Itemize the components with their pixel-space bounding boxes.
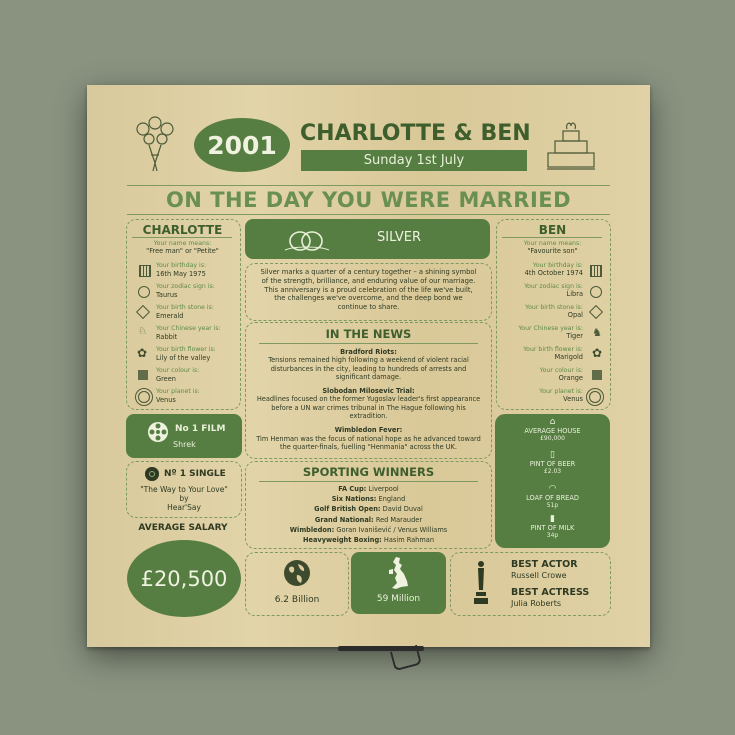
house-icon: ⌂ [549,417,556,427]
ben-details [499,262,603,409]
planet-icon [138,391,150,403]
label: Your zodiac sign is: [524,283,583,290]
label: Your birth flower is: [156,346,216,353]
news-title: IN THE NEWS [325,327,412,341]
detail-row [499,367,603,388]
detail-row [499,283,603,304]
value: Venus [156,396,176,404]
sporting-winners-box [245,461,492,549]
milk-bottle-icon: ▮ [550,514,555,524]
sport-event: Heavyweight Boxing: [302,536,382,545]
detail-row [499,346,603,367]
label: Your birth stone is: [156,304,214,311]
sport-winner: England [378,495,406,504]
detail-row [136,346,236,367]
news-divider [259,343,478,344]
uk-population: 59 Million [376,594,421,604]
value: Orange [558,374,583,382]
value: Tiger [566,332,583,340]
single-by: by [179,494,189,503]
value: 4th October 1974 [524,269,583,277]
prices-panel [495,414,610,548]
film-label: No 1 FILM [175,424,226,434]
awards-box [450,552,611,616]
planet-icon [589,391,601,403]
beer-glass-icon: ▯ [550,450,555,460]
world-population-box [245,552,349,616]
gem-icon [589,305,603,319]
vinyl-record-icon [145,467,159,481]
value: Libra [566,290,583,298]
label: Your birth flower is: [523,346,583,353]
news-body: Headlines focused on the former Yugoslav leader's first appearance before a UN war crimes tribunal in The Hague following his extradition. [256,395,481,421]
best-actor-label: BEST ACTOR [511,559,578,570]
label: Your zodiac sign is: [156,283,215,290]
charlotte-divider [132,237,232,238]
oscar-statuette-icon [473,560,489,606]
uk-map-icon [387,556,409,590]
charlotte-name: CHARLOTTE [142,223,223,237]
sport-winner: Goran Ivanišević / Venus Williams [336,525,448,534]
label: Your name means: [523,240,582,247]
detail-row [136,283,236,304]
silver-description-box [245,263,492,321]
wedding-rings-icon [283,226,331,254]
colour-swatch-icon [592,370,602,380]
sport-title: SPORTING WINNERS [302,465,435,479]
value: "Favourite son" [527,247,578,255]
bouquet-icon [129,115,181,175]
best-actress-label: BEST ACTRESS [511,587,590,598]
value: Marigold [554,353,583,361]
label: Your colour is: [156,367,200,374]
sport-winner: Hasim Rahman [383,536,435,545]
value: Green [156,375,176,383]
value: Taurus [156,291,178,299]
detail-row [136,325,236,346]
detail-row [136,304,236,325]
label: Your birth stone is: [525,304,583,311]
value: Opal [567,311,583,319]
globe-icon [283,559,311,587]
gem-icon [136,305,150,319]
salary-value: £20,500 [127,540,241,617]
detail-row [136,262,236,283]
world-population: 6.2 Billion [274,595,320,605]
rabbit-icon: ♘ [138,326,147,337]
detail-row [136,388,236,409]
zodiac-icon [590,286,602,298]
news-body: Tim Henman was the focus of national hope as he advanced toward the quarter-finals, fuelling "Henmania" across the UK. [256,434,481,451]
detail-row [499,304,603,325]
value: Rabbit [156,333,178,341]
ben-divider [502,237,602,238]
sport-row [246,494,491,504]
label: Your colour is: [539,367,583,374]
flower-icon: ✿ [137,346,148,360]
news-headline: Wimbledon Fever: [334,426,403,435]
sport-divider [259,481,478,482]
header-divider [127,185,610,186]
news-headline: Slobodan Milosevic Trial: [322,387,415,396]
sport-event: Grand National: [314,515,374,524]
silver-title: SILVER [377,230,422,245]
price-value: £90,000 [540,435,565,442]
price-label: AVERAGE HOUSE [524,427,581,435]
label: Your name means: [153,240,212,247]
salary-label: AVERAGE SALARY [138,523,228,533]
news-headline: Bradford Riots: [340,348,397,356]
single-artist: Hear'Say [167,503,201,512]
bread-icon: ◠ [548,484,557,494]
sport-event: Six Nations: [331,495,377,504]
couple-names: CHARLOTTE & BEN [300,121,531,146]
best-actor: Russell Crowe [511,571,567,580]
value: Emerald [156,312,184,320]
ben-name: BEN [538,223,567,237]
film-reel-icon [147,421,169,443]
sport-row [246,504,491,514]
value: Lily of the valley [156,354,211,362]
sport-winner: David Duval [382,505,423,514]
detail-row [136,367,236,388]
price-item [495,418,610,442]
label: Your planet is: [539,388,583,395]
silver-description: Silver marks a quarter of a century together – a shining symbol of the strength, brilliance, and enduring value of our marriage. This anniversary is a proud celebration of the life we've built, the challenges we've overcome, and the deep bond we continue to share. [260,268,477,312]
sport-row [246,525,491,535]
sport-winner: Liverpool [368,485,399,493]
number-one-film [126,414,242,458]
detail-row [499,262,603,283]
charlotte-details [136,262,236,409]
headline-divider [127,214,610,215]
news-items [254,348,483,451]
headline: ON THE DAY YOU WERE MARRIED [165,188,572,212]
sport-row [246,515,491,525]
detail-row [499,325,603,346]
uk-population-box [351,552,446,614]
calendar-icon [590,265,602,277]
value: "Free man" or "Petite" [146,247,219,255]
price-item [495,485,610,509]
label: Your Chinese year is: [518,325,583,332]
price-value: £2.03 [543,468,562,475]
charlotte-name-meaning [126,240,239,255]
single-title: "The Way to Your Love" [140,485,228,494]
year-badge: 2001 [194,118,290,172]
single-label: Nº 1 SINGLE [164,469,226,479]
price-label: PINT OF MILK [530,524,575,532]
tiger-icon: ♞ [592,326,602,339]
sport-event: Golf British Open: [314,505,381,514]
calendar-icon [139,265,151,277]
price-item [495,515,610,539]
price-value: 51p [546,502,559,509]
flower-icon: ✿ [592,346,603,360]
wedding-cake-icon [543,117,601,175]
colour-swatch-icon [138,370,148,380]
price-label: PINT OF BEER [529,460,576,468]
wedding-date: Sunday 1st July [301,150,527,171]
label: Your birthday is: [532,262,583,269]
ben-name-meaning [496,240,609,255]
anniversary-print-board [87,85,650,647]
zodiac-icon [138,286,150,298]
silver-banner [245,219,490,259]
label: Your planet is: [156,388,200,395]
film-title: Shrek [173,440,196,449]
label: Your Chinese year is: [156,325,221,332]
sport-rows [246,484,491,545]
single-text [127,485,241,512]
price-value: 34p [546,532,559,539]
detail-row [499,388,603,409]
sport-winner: Red Marauder [375,515,423,524]
number-one-single [126,461,242,518]
value: Venus [563,395,583,403]
price-label: LOAF OF BREAD [526,494,579,502]
sport-event: Wimbledon: [289,525,335,534]
price-item [495,451,610,475]
value: 16th May 1975 [156,270,206,278]
sport-event: FA Cup: [338,485,367,493]
news-body: Tensions remained high following a weekend of violent racial disturbances in the city, leading to hundreds of arrests and significant damage. [268,356,469,381]
sport-row [246,535,491,545]
news-box [245,322,492,459]
label: Your birthday is: [156,262,207,269]
sport-row [246,484,491,494]
best-actress: Julia Roberts [511,599,562,608]
